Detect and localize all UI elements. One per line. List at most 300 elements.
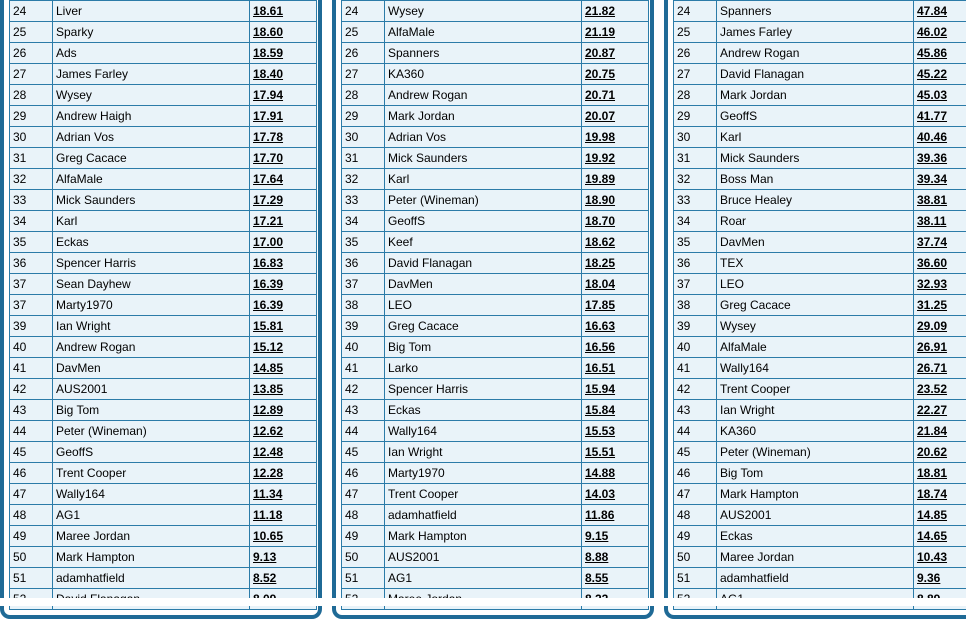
table-row	[10, 316, 317, 337]
score-link[interactable]: 10.43	[917, 550, 947, 564]
cell-rank: 30	[10, 127, 53, 148]
score-link[interactable]: 12.89	[253, 403, 283, 417]
table-row	[10, 463, 317, 484]
score-link[interactable]: 26.71	[917, 361, 947, 375]
score-link[interactable]: 21.84	[917, 424, 947, 438]
table-row	[674, 232, 966, 253]
rank-table-1	[9, 0, 317, 610]
score-link[interactable]: 41.77	[917, 109, 947, 123]
score-link[interactable]: 11.34	[253, 487, 282, 501]
cell-rank: 49	[10, 526, 53, 547]
cell-score	[250, 421, 317, 442]
score-link[interactable]: 16.39	[253, 298, 283, 312]
cell-score	[914, 421, 966, 442]
table-row	[674, 22, 966, 43]
cell-name: AG1	[53, 505, 250, 526]
table-row	[342, 253, 649, 274]
cell-score	[250, 463, 317, 484]
score-link[interactable]: 18.81	[917, 466, 947, 480]
score-link[interactable]: 14.85	[253, 361, 283, 375]
cell-rank: 35	[342, 232, 385, 253]
cell-score	[250, 85, 317, 106]
score-link[interactable]: 20.71	[585, 88, 615, 102]
cell-rank: 44	[10, 421, 53, 442]
cell-rank: 50	[342, 547, 385, 568]
score-link[interactable]: 12.28	[253, 466, 283, 480]
cell-rank: 45	[342, 442, 385, 463]
score-link[interactable]: 21.19	[585, 25, 615, 39]
rank-table-2	[341, 0, 649, 610]
score-link[interactable]: 15.12	[253, 340, 283, 354]
table-row	[342, 127, 649, 148]
table-row	[674, 85, 966, 106]
score-link[interactable]: 15.81	[253, 319, 283, 333]
cell-name: Wysey	[385, 1, 582, 22]
table-row	[10, 358, 317, 379]
table-row	[674, 316, 966, 337]
cell-name: adamhatfield	[717, 568, 914, 589]
score-link[interactable]: 17.00	[253, 235, 283, 249]
score-link[interactable]: 21.82	[585, 4, 615, 18]
cell-score	[914, 127, 966, 148]
cell-name: Adrian Vos	[385, 127, 582, 148]
cell-score	[582, 274, 649, 295]
cell-name: Big Tom	[717, 463, 914, 484]
cell-name: GeoffS	[53, 442, 250, 463]
score-link[interactable]: 39.34	[917, 172, 947, 186]
score-link[interactable]: 47.84	[917, 4, 947, 18]
cell-rank: 37	[10, 295, 53, 316]
score-link[interactable]: 17.29	[253, 193, 283, 207]
cell-rank: 33	[674, 190, 717, 211]
cell-score	[582, 253, 649, 274]
score-link[interactable]: 40.46	[917, 130, 947, 144]
score-link[interactable]: 39.36	[917, 151, 947, 165]
cell-name: Maree Jordan	[717, 547, 914, 568]
table-row	[10, 400, 317, 421]
score-link[interactable]: 9.36	[917, 571, 940, 585]
cell-name: AlfaMale	[385, 22, 582, 43]
cell-name: Maree Jordan	[53, 526, 250, 547]
table-row	[674, 358, 966, 379]
cell-score	[250, 274, 317, 295]
cell-name: Spencer Harris	[385, 379, 582, 400]
cell-rank: 45	[674, 442, 717, 463]
cell-score	[914, 22, 966, 43]
cell-name: Trent Cooper	[385, 484, 582, 505]
cell-name: David Flanagan	[385, 253, 582, 274]
cell-name: Liver	[53, 1, 250, 22]
cell-name: Wally164	[53, 484, 250, 505]
cell-score	[250, 379, 317, 400]
cell-name: Greg Cacace	[53, 148, 250, 169]
cell-score	[914, 232, 966, 253]
score-link[interactable]: 37.74	[917, 235, 947, 249]
cell-rank: 46	[10, 463, 53, 484]
cell-score	[250, 505, 317, 526]
cell-name: Mark Hampton	[717, 484, 914, 505]
score-link[interactable]: 45.22	[917, 67, 947, 81]
cell-name: GeoffS	[717, 106, 914, 127]
cell-rank: 27	[342, 64, 385, 85]
table-row	[10, 211, 317, 232]
score-link[interactable]: 14.03	[585, 487, 615, 501]
cell-name: Marty1970	[385, 463, 582, 484]
cell-name: DavMen	[53, 358, 250, 379]
cell-score	[582, 484, 649, 505]
cell-score	[582, 148, 649, 169]
cell-score	[582, 190, 649, 211]
cell-rank: 27	[10, 64, 53, 85]
score-link[interactable]: 14.65	[917, 529, 947, 543]
table-row	[674, 547, 966, 568]
score-link[interactable]: 18.90	[585, 193, 615, 207]
table-row	[342, 526, 649, 547]
cell-rank: 50	[674, 547, 717, 568]
table-row	[674, 211, 966, 232]
table-row	[342, 400, 649, 421]
table-row	[10, 379, 317, 400]
cell-rank: 44	[674, 421, 717, 442]
cell-rank: 28	[342, 85, 385, 106]
cell-score	[914, 505, 966, 526]
score-link[interactable]: 14.88	[585, 466, 615, 480]
cell-score	[914, 190, 966, 211]
cell-rank: 35	[674, 232, 717, 253]
score-link[interactable]: 17.64	[253, 172, 283, 186]
cell-name: Greg Cacace	[385, 316, 582, 337]
table-row	[674, 484, 966, 505]
cell-rank: 42	[674, 379, 717, 400]
cell-rank: 33	[10, 190, 53, 211]
cell-rank: 41	[342, 358, 385, 379]
score-link[interactable]: 11.18	[253, 508, 282, 522]
score-link[interactable]: 15.94	[585, 382, 615, 396]
cell-score	[914, 274, 966, 295]
score-link[interactable]: 38.11	[917, 214, 946, 228]
score-link[interactable]: 45.03	[917, 88, 947, 102]
cell-name: Mark Jordan	[717, 85, 914, 106]
cell-score	[914, 379, 966, 400]
cell-rank: 43	[674, 400, 717, 421]
table-row	[342, 337, 649, 358]
score-link[interactable]: 10.65	[253, 529, 283, 543]
score-link[interactable]: 16.56	[585, 340, 615, 354]
cell-name: Ian Wright	[53, 316, 250, 337]
cell-rank: 25	[10, 22, 53, 43]
table-row	[674, 190, 966, 211]
table-row	[10, 127, 317, 148]
cell-name: Mark Hampton	[385, 526, 582, 547]
table-row	[10, 568, 317, 589]
cell-rank: 28	[674, 85, 717, 106]
score-link[interactable]: 9.13	[253, 550, 276, 564]
cell-rank: 43	[342, 400, 385, 421]
table-row	[342, 463, 649, 484]
table-row	[342, 274, 649, 295]
table-row	[10, 547, 317, 568]
score-link[interactable]: 32.93	[917, 277, 947, 291]
cell-score	[250, 232, 317, 253]
table-row	[342, 232, 649, 253]
cell-score	[250, 253, 317, 274]
cell-score	[914, 1, 966, 22]
cell-score	[582, 400, 649, 421]
score-link[interactable]: 46.02	[917, 25, 947, 39]
table-row	[342, 190, 649, 211]
cell-score	[914, 526, 966, 547]
score-link[interactable]: 17.78	[253, 130, 283, 144]
cell-name: Mick Saunders	[53, 190, 250, 211]
cell-rank: 37	[674, 274, 717, 295]
table-row	[674, 106, 966, 127]
table-row	[10, 253, 317, 274]
table-row	[342, 85, 649, 106]
score-link[interactable]: 15.51	[585, 445, 615, 459]
score-link[interactable]: 29.09	[917, 319, 947, 333]
leaderboard-panel-1	[0, 0, 322, 619]
cell-rank: 47	[674, 484, 717, 505]
cell-rank: 26	[674, 43, 717, 64]
cell-score	[582, 463, 649, 484]
cell-name: Trent Cooper	[53, 463, 250, 484]
cell-rank: 35	[10, 232, 53, 253]
table-row	[674, 274, 966, 295]
table-row	[10, 295, 317, 316]
cell-name: Karl	[53, 211, 250, 232]
table-row	[10, 190, 317, 211]
cell-rank: 41	[10, 358, 53, 379]
score-link[interactable]: 12.48	[253, 445, 283, 459]
table-row	[10, 148, 317, 169]
cell-name: Trent Cooper	[717, 379, 914, 400]
table-row	[10, 337, 317, 358]
cell-rank: 39	[10, 316, 53, 337]
score-link[interactable]: 17.91	[253, 109, 283, 123]
cell-name: Greg Cacace	[717, 295, 914, 316]
score-link[interactable]: 45.86	[917, 46, 947, 60]
score-link[interactable]: 18.70	[585, 214, 615, 228]
cell-name: AUS2001	[53, 379, 250, 400]
score-link[interactable]: 38.81	[917, 193, 947, 207]
cell-rank: 28	[10, 85, 53, 106]
score-link[interactable]: 18.25	[585, 256, 615, 270]
cell-name: Wysey	[717, 316, 914, 337]
cell-name: Bruce Healey	[717, 190, 914, 211]
cell-rank: 46	[674, 463, 717, 484]
cell-name: KA360	[385, 64, 582, 85]
cell-score	[582, 169, 649, 190]
cell-rank: 32	[674, 169, 717, 190]
score-link[interactable]: 17.94	[253, 88, 283, 102]
score-link[interactable]: 17.70	[253, 151, 283, 165]
cell-rank: 32	[342, 169, 385, 190]
cell-rank: 24	[10, 1, 53, 22]
score-link[interactable]: 8.55	[585, 571, 608, 585]
cell-score	[914, 442, 966, 463]
score-link[interactable]: 16.51	[585, 361, 615, 375]
table-row	[342, 568, 649, 589]
cell-score	[250, 442, 317, 463]
cell-rank: 36	[674, 253, 717, 274]
score-link[interactable]: 14.85	[917, 508, 947, 522]
score-link[interactable]: 20.87	[585, 46, 615, 60]
cell-rank: 25	[674, 22, 717, 43]
cell-name: Wally164	[385, 421, 582, 442]
table-row	[674, 463, 966, 484]
cell-score	[582, 421, 649, 442]
cell-score	[582, 316, 649, 337]
score-link[interactable]: 16.83	[253, 256, 283, 270]
cell-rank: 48	[342, 505, 385, 526]
cell-rank: 37	[10, 274, 53, 295]
score-link[interactable]: 18.61	[253, 4, 283, 18]
cell-rank: 29	[342, 106, 385, 127]
cell-name: Karl	[385, 169, 582, 190]
cell-score	[250, 43, 317, 64]
leaderboard-panel-2	[332, 0, 654, 619]
cell-score	[250, 148, 317, 169]
table-row	[674, 400, 966, 421]
cell-name: Wysey	[53, 85, 250, 106]
score-link[interactable]: 18.04	[585, 277, 615, 291]
table-row	[674, 64, 966, 85]
score-link[interactable]: 8.88	[585, 550, 608, 564]
table-row	[10, 169, 317, 190]
cell-name: Peter (Wineman)	[53, 421, 250, 442]
cell-rank: 45	[10, 442, 53, 463]
cell-score	[914, 64, 966, 85]
score-link[interactable]: 31.25	[917, 298, 947, 312]
cell-name: Andrew Rogan	[717, 43, 914, 64]
score-link[interactable]: 16.63	[585, 319, 615, 333]
table-row	[674, 253, 966, 274]
table-row	[342, 547, 649, 568]
cell-name: James Farley	[717, 22, 914, 43]
score-link[interactable]: 15.84	[585, 403, 615, 417]
score-link[interactable]: 20.62	[917, 445, 947, 459]
cell-rank: 42	[10, 379, 53, 400]
cell-name: Mick Saunders	[385, 148, 582, 169]
cell-rank: 32	[10, 169, 53, 190]
score-link[interactable]: 20.07	[585, 109, 615, 123]
score-link[interactable]: 18.59	[253, 46, 283, 60]
cell-rank: 31	[10, 148, 53, 169]
cell-name: Andrew Haigh	[53, 106, 250, 127]
rank-table-2-body	[342, 1, 649, 610]
score-link[interactable]: 18.40	[253, 67, 283, 81]
cell-rank: 43	[10, 400, 53, 421]
cell-name: TEX	[717, 253, 914, 274]
cell-score	[914, 316, 966, 337]
rank-table-3	[673, 0, 966, 610]
cell-score	[914, 148, 966, 169]
cell-name: James Farley	[53, 64, 250, 85]
cell-score	[914, 337, 966, 358]
score-link[interactable]: 18.74	[917, 487, 947, 501]
cell-score	[582, 211, 649, 232]
cell-score	[914, 85, 966, 106]
table-row	[342, 43, 649, 64]
table-row	[674, 421, 966, 442]
cell-name: Mick Saunders	[717, 148, 914, 169]
cell-rank: 48	[10, 505, 53, 526]
cell-score	[250, 22, 317, 43]
cell-score	[582, 526, 649, 547]
cell-rank: 34	[674, 211, 717, 232]
score-link[interactable]: 19.92	[585, 151, 615, 165]
cell-score	[914, 463, 966, 484]
score-link[interactable]: 18.60	[253, 25, 283, 39]
score-link[interactable]: 12.62	[253, 424, 283, 438]
table-row	[10, 232, 317, 253]
cell-score	[582, 85, 649, 106]
cell-rank: 33	[342, 190, 385, 211]
cell-score	[914, 568, 966, 589]
cell-score	[250, 295, 317, 316]
score-link[interactable]: 13.85	[253, 382, 283, 396]
cell-name: Keef	[385, 232, 582, 253]
cell-name: Sparky	[53, 22, 250, 43]
score-link[interactable]: 19.89	[585, 172, 615, 186]
score-link[interactable]: 36.60	[917, 256, 947, 270]
cell-score	[582, 64, 649, 85]
score-link[interactable]: 8.52	[253, 571, 276, 585]
table-row	[10, 22, 317, 43]
score-link[interactable]: 17.21	[253, 214, 283, 228]
cell-name: Adrian Vos	[53, 127, 250, 148]
cell-name: DavMen	[385, 274, 582, 295]
cell-name: Ian Wright	[717, 400, 914, 421]
cell-name: David Flanagan	[717, 64, 914, 85]
cell-rank: 24	[342, 1, 385, 22]
cell-score	[914, 547, 966, 568]
score-link[interactable]: 20.75	[585, 67, 615, 81]
score-link[interactable]: 16.39	[253, 277, 283, 291]
cell-rank: 25	[342, 22, 385, 43]
cell-score	[250, 316, 317, 337]
cell-score	[250, 64, 317, 85]
cell-rank: 31	[342, 148, 385, 169]
cell-rank: 44	[342, 421, 385, 442]
cell-score	[914, 43, 966, 64]
score-link[interactable]: 18.62	[585, 235, 615, 249]
cell-rank: 27	[674, 64, 717, 85]
cell-rank: 26	[10, 43, 53, 64]
score-link[interactable]: 19.98	[585, 130, 615, 144]
table-row	[342, 64, 649, 85]
cell-rank: 40	[674, 337, 717, 358]
table-row	[674, 337, 966, 358]
score-link[interactable]: 26.91	[917, 340, 947, 354]
score-link[interactable]: 9.15	[585, 529, 608, 543]
score-link[interactable]: 17.85	[585, 298, 615, 312]
cell-score	[250, 106, 317, 127]
score-link[interactable]: 15.53	[585, 424, 615, 438]
cell-name: Mark Hampton	[53, 547, 250, 568]
score-link[interactable]: 22.27	[917, 403, 947, 417]
rank-table-3-body	[674, 1, 966, 610]
bottom-strip	[0, 598, 966, 606]
score-link[interactable]: 11.86	[585, 508, 614, 522]
table-row	[674, 43, 966, 64]
cell-name: Big Tom	[385, 337, 582, 358]
cell-name: Ian Wright	[385, 442, 582, 463]
table-row	[674, 127, 966, 148]
cell-rank: 42	[342, 379, 385, 400]
table-row	[674, 505, 966, 526]
score-link[interactable]: 23.52	[917, 382, 947, 396]
